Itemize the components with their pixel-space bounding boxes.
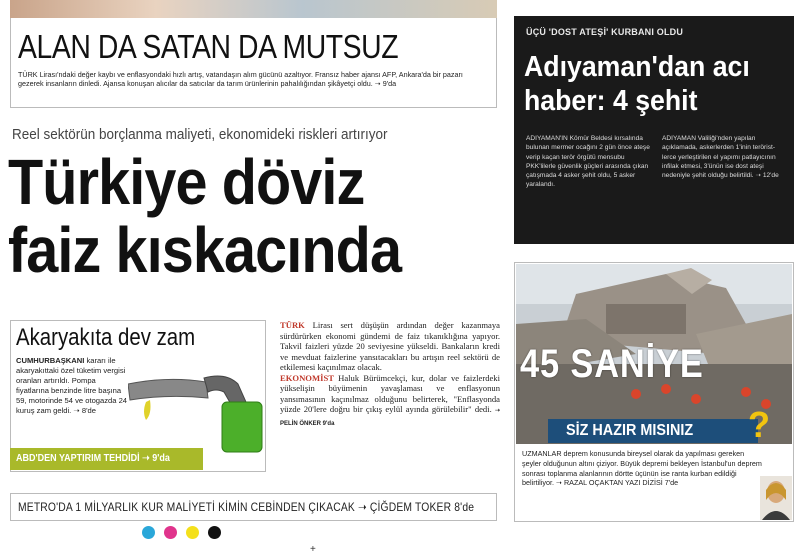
adiyaman-column-2: ADIYAMAN Valiliği'nden yapılan açıklamada, askerlerden 1'inin teröristlerce yerleştirilen el yapımı patlayıcının infilak etmesi, 3'ünün ise dost ateşi nedeniyle şehit olduğu belirtildi. ➝ 12'de — [662, 135, 779, 180]
main-headline-line-1: Türkiye döviz — [8, 146, 365, 218]
alan-body-text: TÜRK Lirası'ndaki değer kaybı ve enflasyondaki hızlı artış, vatandaşın alım gücünü azaltıyor. Fransız haber ajansı AFP, Ankara'da bir pazarı gezerek insanların dinledi. Ajansa konuşan alıcılar da satıcılar da tarım ürünlerinin pahalılığından şikâyetçi oldu. ➝ 9'da — [18, 70, 463, 89]
akaryakit-body-text — [16, 356, 128, 416]
main-headline[interactable] — [8, 148, 451, 284]
doviz-paragraph-2: Haluk Bürümcekçi, kur, dolar ve faizlerdeki yükselişin büyümenin yavaşlaması ve enflasyonun yansımasının kaçınılmaz olduğunu belirterek, "Enflasyonda yüzde 20'lere doğru bir çıkış eylül ayında görülebilir" dedi. — [280, 372, 500, 414]
adiyaman-kicker: ÜÇÜ 'DOST ATEŞİ' KURBANI OLDU — [526, 27, 684, 37]
alan-headline[interactable]: ALAN DA SATAN DA MUTSUZ — [18, 28, 399, 65]
deprem-body-text: UZMANLAR deprem konusunda bireysel olarak da yapılması gereken şeyler olduğunun altını çiziyor. Büyük depremi bekleyen İstanbul'un deprem sonrası toplanma alanlarının dörtte üçünün ise ranta kurban edildiği belirtiliyor. ➝ RAZAL OÇAKTAN YAZI DİZİSİ 7'de — [522, 449, 762, 488]
main-headline-line-2: faiz kıskacında — [8, 214, 402, 286]
adiyaman-headline[interactable]: Adıyaman'dan acı haber: 4 şehit — [524, 51, 750, 117]
author-portrait — [760, 476, 792, 520]
cyan-registration-dot — [142, 526, 155, 539]
deprem-badge-text[interactable]: SİZ HAZIR MISINIZ — [566, 422, 694, 439]
registration-cross: + — [310, 544, 316, 555]
fuel-pump-nozzle-icon — [128, 362, 264, 454]
akaryakit-lead: CUMHURBAŞKANI — [16, 356, 85, 365]
main-kicker: Reel sektörün borçlanma maliyeti, ekonomideki riskleri artırıyor — [12, 127, 388, 143]
top-photo-strip — [10, 0, 497, 18]
question-mark-icon: ? — [748, 404, 770, 445]
magenta-registration-dot — [164, 526, 177, 539]
doviz-byline[interactable]: ➝ PELİN ÖNKER 9'da — [280, 408, 500, 427]
doviz-lead-2: EKONOMİST — [280, 372, 334, 383]
akaryakit-body: kararı ile akaryakıttaki özel tüketim vergisi oranları artırıldı. Pompa fiyatlarına benzinde litre başına 59, motorinde 54 ve otogazda 24 kuruş zam geldi. ➝ 8'de — [16, 356, 128, 415]
deprem-big-title[interactable]: 45 SANİYE — [520, 342, 704, 386]
doviz-paragraph-1: Lirası sert düşüşün ardından değer kazanmaya sürdürürken ekonomi gündemi de faiz tıkanıklığına yapıyor. Takvil faizleri yüzde 20 seviyesine yükseldi. Bankaların kredi ve mevduat faizlerine yansıtacakları bu artışın reel sektörü de etkilemesi kaçınılmaz olacak. — [280, 320, 500, 372]
doviz-lead-1: TÜRK — [280, 320, 305, 330]
yellow-registration-dot — [186, 526, 199, 539]
akaryakit-caption[interactable]: ABD'DEN YAPTIRIM TEHDİDİ ➝ 9'da — [16, 453, 170, 464]
doviz-article-text — [280, 320, 500, 429]
akaryakit-headline[interactable]: Akaryakıta dev zam — [16, 324, 196, 351]
adiyaman-column-1: ADIYAMAN'IN Kömür Beldesi kırsalında bulunan mermer ocağını 2 gün önce ateşe verip kaçan terör örgütü mensubu PKK'lilerle güvenlik güçleri arasında çıkan çatışmada 4 asker şehit oldu, 5 asker yaralandı. — [526, 135, 650, 189]
metro-headline[interactable]: METRO'DA 1 MİLYARLIK KUR MALİYETİ KİMİN CEBİNDEN ÇIKACAK ➝ ÇİĞDEM TOKER 8'de — [18, 500, 475, 514]
black-registration-dot — [208, 526, 221, 539]
